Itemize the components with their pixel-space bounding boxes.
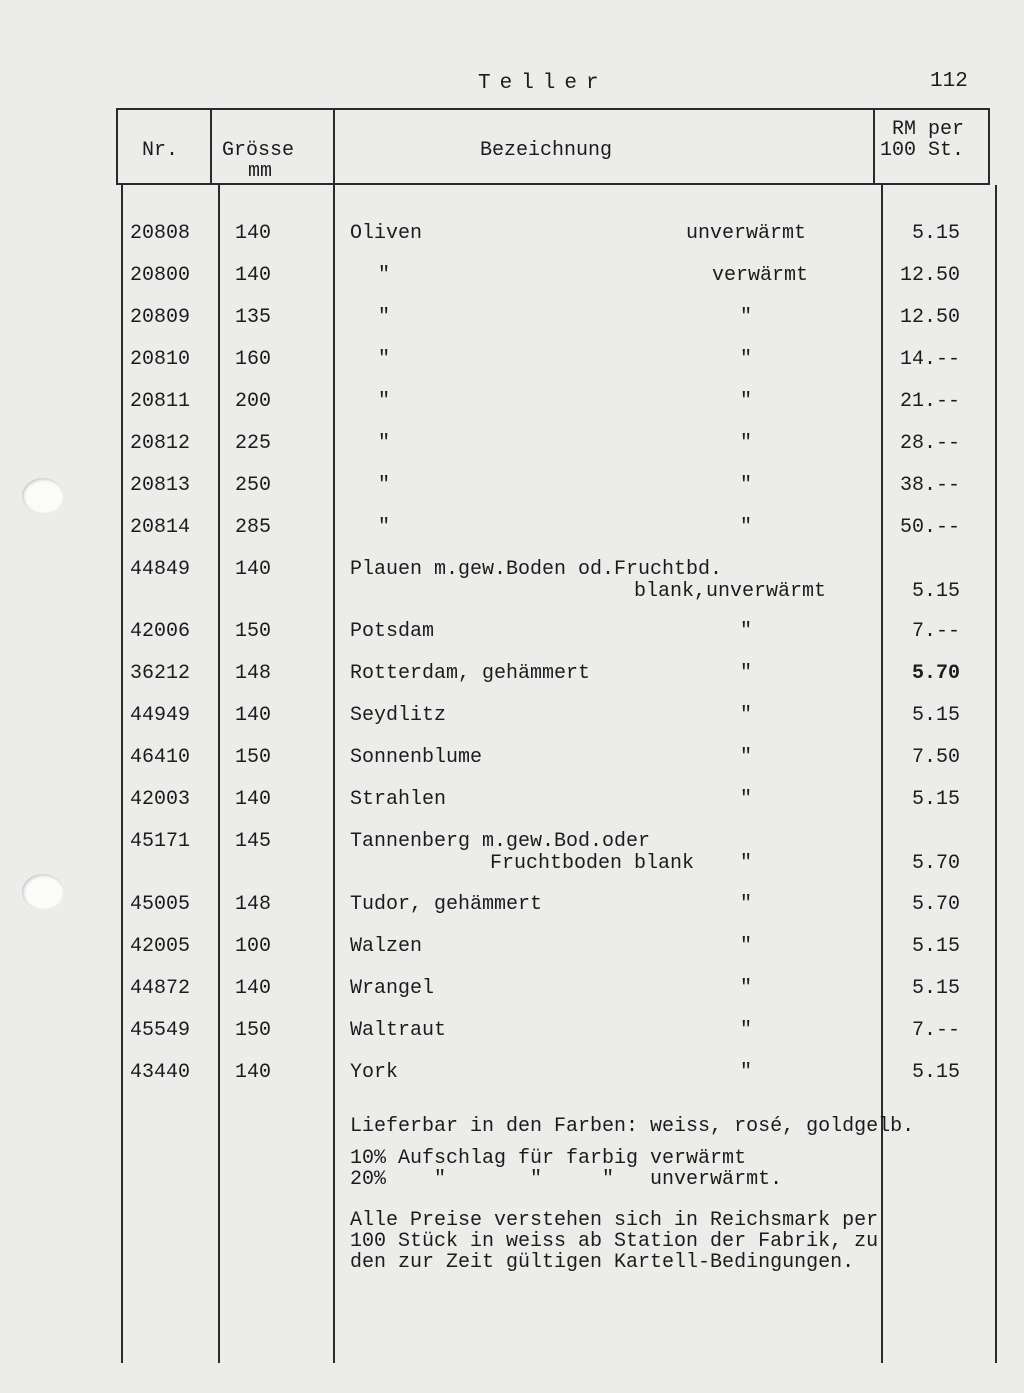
row-nr: 42003 (130, 788, 191, 811)
table-top-border (116, 108, 990, 110)
note-colors: Lieferbar in den Farben: weiss, rosé, goldgelb. (350, 1115, 915, 1138)
row-price: 5.70 (911, 893, 960, 916)
row-price: 21.-- (899, 390, 960, 413)
row-size: 100 (235, 935, 272, 958)
row-tag: " (740, 516, 753, 539)
note-terms-3: den zur Zeit gültigen Kartell-Bedingungen. (350, 1251, 855, 1274)
row-tag: unverwärmt (686, 222, 807, 245)
row-size: 225 (235, 432, 272, 455)
page-number: 112 (930, 70, 968, 93)
row-nr: 20813 (130, 474, 191, 497)
row-price: 5.70 (911, 852, 960, 875)
row-size: 250 (235, 474, 272, 497)
row-price: 5.15 (911, 580, 960, 603)
row-nr: 20812 (130, 432, 191, 455)
row-price: 5.15 (911, 935, 960, 958)
row-tag: " (740, 935, 753, 958)
row-size: 160 (235, 348, 272, 371)
row-size: 150 (235, 746, 272, 769)
column-header-price-line1: RM per (892, 118, 965, 141)
row-price: 28.-- (899, 432, 960, 455)
row-tag: " (740, 788, 753, 811)
row-size: 145 (235, 830, 272, 853)
row-name: Walzen (350, 935, 423, 958)
row-size: 140 (235, 558, 272, 581)
column-header-groesse-unit: mm (248, 160, 273, 183)
row-size: 148 (235, 893, 272, 916)
row-tag: " (740, 704, 753, 727)
row-nr: 20800 (130, 264, 191, 287)
row-name: Waltraut (350, 1019, 447, 1042)
row-size: 140 (235, 704, 272, 727)
table-right-border-lower (995, 185, 997, 1363)
row-nr: 20810 (130, 348, 191, 371)
row-nr: 45005 (130, 893, 191, 916)
row-name-continued: blank,unverwärmt (634, 580, 827, 603)
row-price: 5.15 (911, 977, 960, 1000)
row-size: 140 (235, 788, 272, 811)
row-tag: " (740, 1019, 753, 1042)
row-name: Potsdam (350, 620, 435, 643)
row-name: Rotterdam, gehämmert (350, 662, 591, 685)
row-name: Wrangel (350, 977, 435, 1000)
row-name: York (350, 1061, 399, 1084)
table-left-border (116, 108, 118, 185)
punch-hole-top (22, 478, 64, 514)
row-price: 50.-- (899, 516, 960, 539)
column-divider-nr (210, 108, 212, 185)
row-nr: 20808 (130, 222, 191, 245)
row-name: Seydlitz (350, 704, 447, 727)
row-nr: 45171 (130, 830, 191, 853)
row-size: 140 (235, 222, 272, 245)
note-terms-1: Alle Preise verstehen sich in Reichsmark per (350, 1209, 879, 1232)
row-name: " (378, 516, 391, 539)
row-nr: 20814 (130, 516, 191, 539)
row-name: Strahlen (350, 788, 447, 811)
row-tag: " (740, 893, 753, 916)
row-tag: " (740, 1061, 753, 1084)
table-right-border (988, 108, 990, 185)
row-nr: 44849 (130, 558, 191, 581)
row-name-continued: Fruchtboden blank (490, 852, 695, 875)
column-header-price-line2: 100 St. (880, 139, 965, 162)
row-name: " (378, 306, 391, 329)
row-nr: 42005 (130, 935, 191, 958)
row-price: 7.-- (911, 620, 960, 643)
row-price: 38.-- (899, 474, 960, 497)
column-header-bezeichnung: Bezeichnung (480, 139, 613, 162)
row-tag: " (740, 977, 753, 1000)
row-nr: 46410 (130, 746, 191, 769)
row-name: Tannenberg m.gew.Bod.oder (350, 830, 651, 853)
note-surcharge-2: 20% " " " unverwärmt. (350, 1168, 783, 1191)
row-size: 140 (235, 264, 272, 287)
row-nr: 45549 (130, 1019, 191, 1042)
row-name: Tudor, gehämmert (350, 893, 543, 916)
row-size: 140 (235, 977, 272, 1000)
row-price: 12.50 (899, 264, 960, 287)
column-header-nr: Nr. (142, 139, 179, 162)
column-divider-groesse (333, 108, 335, 1363)
table-left-border-lower (121, 185, 123, 1363)
row-nr: 20809 (130, 306, 191, 329)
row-nr: 43440 (130, 1061, 191, 1084)
row-tag: " (740, 390, 753, 413)
note-terms-2: 100 Stück in weiss ab Station der Fabrik, zu (350, 1230, 879, 1253)
row-size: 148 (235, 662, 272, 685)
row-nr: 20811 (130, 390, 191, 413)
row-tag: " (740, 432, 753, 455)
row-size: 200 (235, 390, 272, 413)
row-name: Oliven (350, 222, 423, 245)
header-bottom-border (116, 183, 990, 185)
row-size: 285 (235, 516, 272, 539)
row-name: Plauen m.gew.Boden od.Fruchtbd. (350, 558, 723, 581)
page-title: Teller (478, 72, 608, 95)
row-tag: " (740, 746, 753, 769)
row-tag: " (740, 620, 753, 643)
row-name: " (378, 390, 391, 413)
row-price: 12.50 (899, 306, 960, 329)
row-price: 7.-- (911, 1019, 960, 1042)
row-price: 7.50 (911, 746, 960, 769)
row-name: " (378, 348, 391, 371)
row-size: 150 (235, 620, 272, 643)
row-name: " (378, 432, 391, 455)
row-tag: " (740, 662, 753, 685)
column-divider-price (873, 108, 875, 185)
row-price: 14.-- (899, 348, 960, 371)
column-divider-nr-lower (218, 185, 220, 1363)
row-tag: " (740, 474, 753, 497)
row-size: 140 (235, 1061, 272, 1084)
row-nr: 42006 (130, 620, 191, 643)
row-name: Sonnenblume (350, 746, 483, 769)
row-price: 5.15 (911, 1061, 960, 1084)
row-price: 5.15 (911, 222, 960, 245)
row-tag: verwärmt (712, 264, 809, 287)
row-size: 135 (235, 306, 272, 329)
row-name: " (378, 474, 391, 497)
row-tag: " (740, 852, 753, 875)
punch-hole-bottom (22, 874, 64, 910)
row-price: 5.15 (911, 704, 960, 727)
row-name: " (378, 264, 391, 287)
note-surcharge-1: 10% Aufschlag für farbig verwärmt (350, 1147, 747, 1170)
row-nr: 44949 (130, 704, 191, 727)
row-nr: 36212 (130, 662, 191, 685)
column-header-groesse: Grösse (222, 139, 295, 162)
row-size: 150 (235, 1019, 272, 1042)
row-tag: " (740, 306, 753, 329)
row-price: 5.70 (911, 662, 960, 685)
row-price: 5.15 (911, 788, 960, 811)
row-nr: 44872 (130, 977, 191, 1000)
row-tag: " (740, 348, 753, 371)
